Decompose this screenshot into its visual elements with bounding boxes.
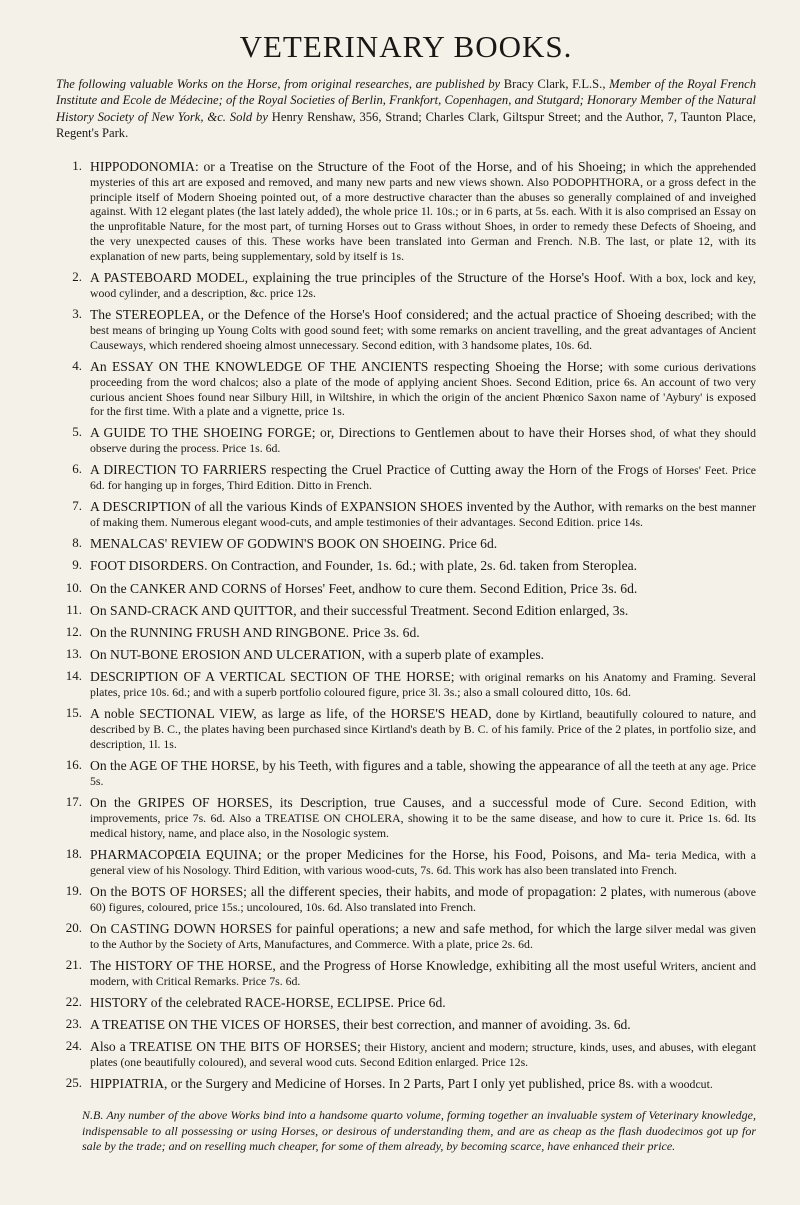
item-text: [90, 158, 756, 264]
item-title: The HISTORY OF THE HORSE, and the Progress of Horse Knowledge, exhibiting all the most useful: [90, 957, 657, 973]
item-text: [90, 580, 756, 597]
item-number: 14.: [65, 668, 82, 684]
item-description: done by Kirtland, beautifully coloured to nature, and described by B. C., the plates having been purchased since Kirtland's death by B. C. of his family. Price of the 2 plates, in portfolio size, and description, 1l. 1s.: [90, 707, 756, 752]
item-text: [90, 269, 756, 301]
item-title: A noble SECTIONAL VIEW, as large as life, of the HORSE'S HEAD,: [90, 706, 492, 722]
item-description: With a box, lock and key, wood cylinder, and a description, &c. price 12s.: [90, 270, 757, 300]
list-item: [56, 424, 756, 456]
item-text: [90, 846, 756, 878]
list-item: [56, 668, 756, 700]
item-text: [90, 1075, 756, 1092]
item-number: 13.: [65, 645, 82, 661]
item-description: with a woodcut.: [634, 1076, 713, 1091]
item-title: FOOT DISORDERS. On Contraction, and Founder, 1s. 6d.; with plate, 2s. 6d. taken from Steroplea.: [90, 558, 638, 574]
item-text: [90, 535, 756, 552]
item-title: HIPPIATRIA, or the Surgery and Medicine of Horses. In 2 Parts, Part I only yet published, price 8s.: [90, 1075, 635, 1091]
item-title: On the BOTS OF HORSES; all the different species, their habits, and mode of propagation: 2 plates,: [90, 883, 646, 899]
item-description: teria Medica, with a general view of his Nosology. Third Edition, with various wood-cuts, 7s. 6d. This work has also been translated into French.: [90, 847, 756, 877]
book-list: [56, 158, 756, 1092]
item-text: [90, 957, 756, 989]
item-description: their History, ancient and modern; structure, kinds, uses, and abuses, with elegant plates (one beautifully coloured), and several wood cuts. Second Edition enlarged. Price 12s.: [90, 1039, 756, 1070]
item-text: [90, 757, 756, 789]
item-description: the teeth at any age. Price 5s.: [90, 758, 756, 788]
item-title: An ESSAY ON THE KNOWLEDGE OF THE ANCIENTS respecting Shoeing the Horse;: [90, 358, 604, 374]
item-description: remarks on the best manner of making them. Numerous elegant wood-cuts, and ample testimonies of their advantages. Second Edition. price 14s.: [90, 500, 756, 530]
item-title: A GUIDE TO THE SHOEING FORGE; or, Directions to Gentlemen about to have their Horses: [90, 425, 627, 441]
document-page: [56, 30, 756, 1155]
item-description: described; with the best means of bringing up Young Colts with good sound feet; with some remarks on ancient travelling, and the great advantages of Ancient Causeways, which rendered shoeing almost unnecessary. Second edition, with 3 handsome plates, 10s. 6d.: [90, 307, 756, 352]
item-description: with numerous (above 60) figures, coloured, price 15s.; uncoloured, 10s. 6d. Also translated into French.: [90, 884, 756, 914]
intro-sellers: Henry Renshaw, 356, Strand; Charles Clark, Giltspur Street; and the Author, 7, Taunton Place, Regent's Park.: [56, 109, 756, 141]
list-item: [56, 358, 756, 420]
item-text: [90, 646, 756, 663]
nota-bene: N.B. Any number of the above Works bind into a handsome quarto volume, forming together an invaluable system of Veterinary knowledge, indispensable to all possessing or using Horses, or desirous of understanding them, and are as cheap as the flash duodecimos got up for sale by the trade; and on reselling much cheaper, for some of them already, by becoming scarce, have enhanced their price.: [82, 1108, 756, 1154]
item-title: On CASTING DOWN HORSES for painful operations; a new and safe method, for which the large: [90, 920, 643, 936]
item-title: On SAND-CRACK AND QUITTOR, and their successful Treatment. Second Edition enlarged, 3s.: [90, 602, 629, 618]
item-number: 3.: [72, 305, 82, 321]
list-item: [56, 498, 756, 530]
item-text: [90, 1016, 756, 1033]
item-title: HISTORY of the celebrated RACE-HORSE, ECLIPSE. Price 6d.: [90, 994, 446, 1010]
list-item: [56, 602, 756, 619]
item-number: 21.: [65, 956, 82, 972]
item-text: [90, 358, 756, 420]
item-number: 25.: [65, 1074, 82, 1090]
list-item: [56, 846, 756, 878]
intro-author: Bracy Clark, F.L.S.,: [503, 77, 606, 92]
item-title: A PASTEBOARD MODEL, explaining the true principles of the Structure of the Horse's Hoof.: [90, 269, 626, 285]
list-item: [56, 306, 756, 353]
list-item: [56, 535, 756, 552]
item-text: [90, 794, 756, 841]
item-number: 15.: [65, 705, 82, 721]
item-description: with some curious derivations proceeding from the word chalcos; also a plate of the mode of applying ancient Shoes. Second Edition, price 6s. An account of two very curious ancient Shoes found near Silbury Hill, in Wiltshire, in which the origin of the ancient Phœnico Saxon name of 'Aybury' is exposed for the first time. With a plate and a vignette, price 1s.: [90, 359, 756, 419]
list-item: [56, 557, 756, 574]
item-number: 6.: [72, 461, 82, 477]
item-title: On the AGE OF THE HORSE, by his Teeth, with figures and a table, showing the appearance of all: [90, 757, 632, 773]
item-title: The STEREOPLEA, or the Defence of the Horse's Hoof considered; and the actual practice of Shoeing: [90, 306, 662, 322]
item-text: [90, 994, 756, 1011]
item-text: [90, 306, 756, 353]
item-description: Second Edition, with improvements, price 7s. 6d. Also a TREATISE ON CHOLERA, showing it to be the same disease, and how to cure it. Price 1s. 6d. Its medical history, name, and place also, in the Nosologic system.: [90, 795, 756, 840]
list-item: [56, 646, 756, 663]
item-title: On the CANKER AND CORNS of Horses' Feet, andhow to cure them. Second Edition, Price 3s. 6d.: [90, 580, 638, 596]
item-number: 17.: [65, 793, 82, 809]
item-text: [90, 920, 756, 952]
list-item: [56, 957, 756, 989]
item-title: Also a TREATISE ON THE BITS OF HORSES;: [90, 1038, 361, 1054]
item-number: 20.: [65, 919, 82, 935]
item-text: [90, 624, 756, 641]
item-text: [90, 498, 756, 530]
item-number: 23.: [65, 1015, 82, 1031]
item-title: On the GRIPES OF HORSES, its Description, true Causes, and a successful mode of Cure.: [90, 794, 642, 810]
item-number: 22.: [65, 993, 82, 1009]
list-item: [56, 461, 756, 493]
item-text: [90, 1038, 756, 1070]
list-item: [56, 794, 756, 841]
item-number: 4.: [72, 357, 82, 373]
intro-paragraph: [56, 76, 756, 141]
item-description: silver medal was given to the Author by the Society of Arts, Manufactures, and Commerce. With a plate, price 2s. 6d.: [90, 921, 756, 951]
item-number: 16.: [65, 756, 82, 772]
list-item: [56, 1016, 756, 1033]
page-title: VETERINARY BOOKS.: [239, 29, 573, 64]
item-number: 18.: [65, 845, 82, 861]
item-title: DESCRIPTION OF A VERTICAL SECTION OF THE HORSE;: [90, 669, 455, 685]
item-text: [90, 668, 756, 700]
list-item: [56, 994, 756, 1011]
item-description: in which the apprehended mysteries of this art are exposed and removed, and many new parts and new views shown. Also PODOPHTHORA, or a gross defect in the principle itself of Modern Shoeing pointed out, of a more destructive character than the abuses so generally complained of and inveighed against. With 12 elegant plates (the last lately added), the whole price 1l. 10s.; or in 6 parts, at 5s. each. With it is also comprised an Essay on the unprofitable Nature, for the most part, of turning Horses out to Grass without Shoes, in order to remedy these Defects of Shoeing, and the very unexpected causes of this. These works have been translated into German and French. N.B. The last, or plate 12, with its explanation of new parts, being supplementary, sold by itself is 1s.: [90, 159, 757, 263]
item-title: HIPPODONOMIA: or a Treatise on the Structure of the Foot of the Horse, and of his Shoeing;: [90, 158, 627, 174]
list-item: [56, 757, 756, 789]
item-description: shod, of what they should observe during the process. Price 1s. 6d.: [90, 426, 756, 456]
item-title: On the RUNNING FRUSH AND RINGBONE. Price 3s. 6d.: [90, 624, 420, 640]
item-title: A DIRECTION TO FARRIERS respecting the Cruel Practice of Cutting away the Horn of the Frogs: [90, 462, 649, 478]
item-number: 8.: [72, 535, 82, 551]
item-number: 5.: [72, 424, 82, 440]
list-item: [56, 1075, 756, 1092]
item-title: A TREATISE ON THE VICES OF HORSES, their best correction, and manner of avoiding. 3s. 6d.: [90, 1016, 631, 1032]
item-description: Writers, ancient and modern, with Critical Remarks. Price 7s. 6d.: [90, 958, 756, 988]
intro-text-2: Member of the Royal French Institute and Ecole de Médecine; of the Royal Societies of Berlin, Frankfort, Copenhagen, and Stutgard; Honorary Member of the Natural History Society of New York, &c. Sold by: [56, 77, 757, 124]
list-item: [56, 158, 756, 264]
item-title: A DESCRIPTION of all the various Kinds of EXPANSION SHOES invented by the Author, with: [90, 499, 623, 515]
item-number: 1.: [72, 157, 82, 173]
item-text: [90, 602, 756, 619]
item-number: 11.: [66, 601, 82, 617]
item-title: PHARMACOPŒIA EQUINA; or the proper Medicines for the Horse, his Food, Poisons, and Ma-: [90, 846, 651, 862]
item-title: MENALCAS' REVIEW OF GODWIN'S BOOK ON SHOEING. Price 6d.: [90, 536, 498, 552]
item-number: 10.: [65, 579, 82, 595]
list-item: [56, 624, 756, 641]
list-item: [56, 705, 756, 752]
item-number: 9.: [72, 557, 82, 573]
item-text: [90, 461, 756, 493]
item-description: with original remarks on his Anatomy and Framing. Several plates, price 10s. 6d.; and with a superb portfolio coloured figure, price 3l. 3s.; also a small coloured ditto, 10s. 6d.: [90, 670, 756, 700]
list-item: [56, 883, 756, 915]
list-item: [56, 920, 756, 952]
item-number: 7.: [72, 498, 82, 514]
list-item: [56, 1038, 756, 1070]
item-description: of Horses' Feet. Price 6d. for hanging up in forges, Third Edition. Ditto in French.: [90, 463, 757, 493]
item-number: 24.: [65, 1037, 82, 1053]
item-number: 12.: [65, 623, 82, 639]
list-item: [56, 580, 756, 597]
item-text: [90, 705, 756, 752]
item-text: [90, 883, 756, 915]
item-text: [90, 557, 756, 574]
item-number: 2.: [72, 268, 82, 284]
item-text: [90, 424, 756, 456]
item-title: On NUT-BONE EROSION AND ULCERATION, with a superb plate of examples.: [90, 646, 545, 662]
intro-text-1: The following valuable Works on the Horse, from original researches, are published by: [56, 77, 504, 92]
list-item: [56, 269, 756, 301]
item-number: 19.: [65, 882, 82, 898]
